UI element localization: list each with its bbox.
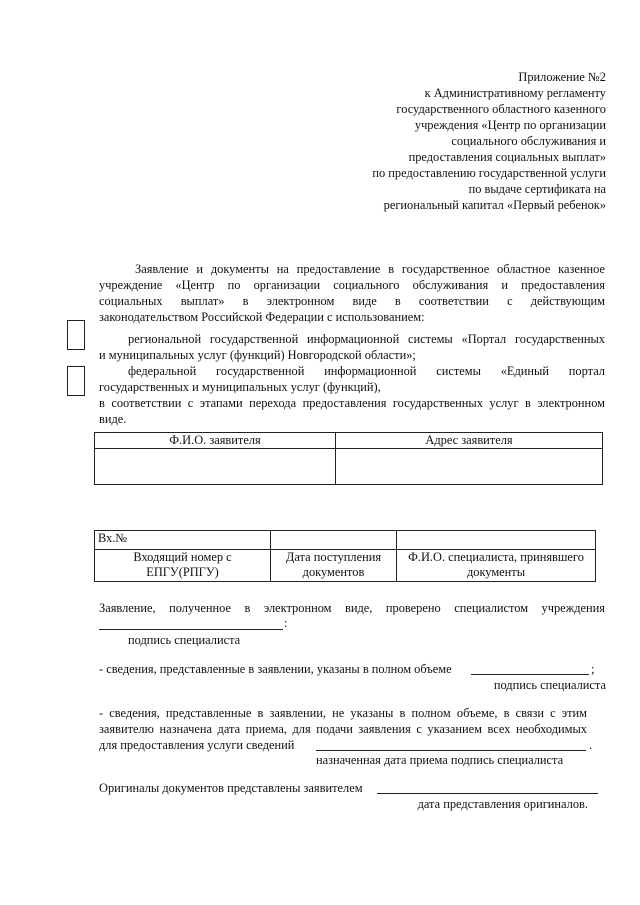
incoming-date-cell[interactable] <box>271 531 397 550</box>
incomplete-caption: назначенная дата приема подпись специалиста <box>316 753 564 767</box>
incoming-table <box>94 530 596 582</box>
applicant-address-header: Адрес заявителя <box>336 433 603 449</box>
portal-checkbox-regional[interactable] <box>67 320 85 350</box>
applicant-table <box>94 432 603 485</box>
portal-checkbox-federal[interactable] <box>67 366 85 396</box>
incoming-number-header <box>95 550 271 582</box>
checked-caption: подпись специалиста <box>128 633 241 647</box>
applicant-name-cell[interactable] <box>95 449 336 485</box>
incoming-specialist-cell[interactable] <box>397 531 596 550</box>
header-line: по выдаче сертификата на <box>468 182 606 196</box>
checked-signature-line[interactable] <box>99 617 283 630</box>
incoming-date-header <box>271 550 397 582</box>
originals-text: Оригиналы документов представлены заявителем <box>99 781 363 795</box>
incoming-specialist-header-line: Ф.И.О. специалиста, принявшего <box>408 550 584 564</box>
incomplete-signature-line[interactable] <box>316 738 586 751</box>
header-line: предоставления социальных выплат» <box>408 150 606 164</box>
option-line: в соответствии с этапами перехода предоставления государственных услуг в электронном <box>99 396 605 410</box>
incoming-number-label: Вх.№ <box>95 531 271 550</box>
option-line: виде. <box>99 412 127 426</box>
intro-line: учреждение «Центр по организации социального обслуживания и предоставления <box>99 278 605 292</box>
header-line: Приложение №2 <box>518 70 606 84</box>
intro-line: социальных выплат» в электронном виде в соответствии с действующим <box>99 294 605 308</box>
full-caption: подпись специалиста <box>493 678 606 692</box>
header-line: к Административному регламенту <box>424 86 606 100</box>
incoming-specialist-header-line: документы <box>466 564 526 579</box>
header-line: государственного областного казенного <box>396 102 606 116</box>
full-end: ; <box>591 662 595 676</box>
incomplete-line: - сведения, представленные в заявлении, не указаны в полном объеме, в связи с этим <box>99 706 587 720</box>
incoming-number-header-line: ЕПГУ(РПГУ) <box>146 564 219 579</box>
header-line: по предоставлению государственной услуги <box>372 166 606 180</box>
full-text: - сведения, представленные в заявлении, указаны в полном объеме <box>99 662 452 676</box>
applicant-address-cell[interactable] <box>336 449 603 485</box>
header-line: региональный капитал «Первый ребенок» <box>383 198 606 212</box>
option-line: и муниципальных услуг (функций) Новгородской области»; <box>99 348 416 362</box>
option-line: федеральной государственной информационной системы «Единый портал <box>128 364 605 378</box>
option-line: региональной государственной информационной системы «Портал государственных <box>128 332 605 346</box>
incoming-specialist-header <box>397 550 596 582</box>
incoming-date-header-line: документов <box>302 564 365 579</box>
incoming-date-header-line: Дата поступления <box>285 550 382 564</box>
applicant-name-header: Ф.И.О. заявителя <box>95 433 336 449</box>
incomplete-end: . <box>589 738 593 752</box>
incoming-number-header-line: Входящий номер с <box>133 550 232 564</box>
incomplete-line: для предоставления услуги сведений <box>99 738 295 752</box>
checked-line: Заявление, полученное в электронном виде, проверено специалистом учреждения <box>99 601 605 615</box>
intro-line: Заявление и документы на предоставление в государственное областное казенное <box>135 262 605 276</box>
header-line: социального обслуживания и <box>451 134 606 148</box>
checked-colon: : <box>284 616 288 630</box>
originals-signature-line[interactable] <box>377 781 598 794</box>
full-signature-line[interactable] <box>471 662 589 675</box>
intro-line: законодательством Российской Федерации с использованием: <box>99 310 425 324</box>
header-line: учреждения «Центр по организации <box>414 118 606 132</box>
originals-caption: дата представления оригиналов. <box>417 797 588 811</box>
incomplete-line: заявителю назначена дата приема, для подачи заявления с указанием всех необходимых <box>99 722 587 736</box>
option-line: государственных и муниципальных услуг (функций), <box>99 380 381 394</box>
